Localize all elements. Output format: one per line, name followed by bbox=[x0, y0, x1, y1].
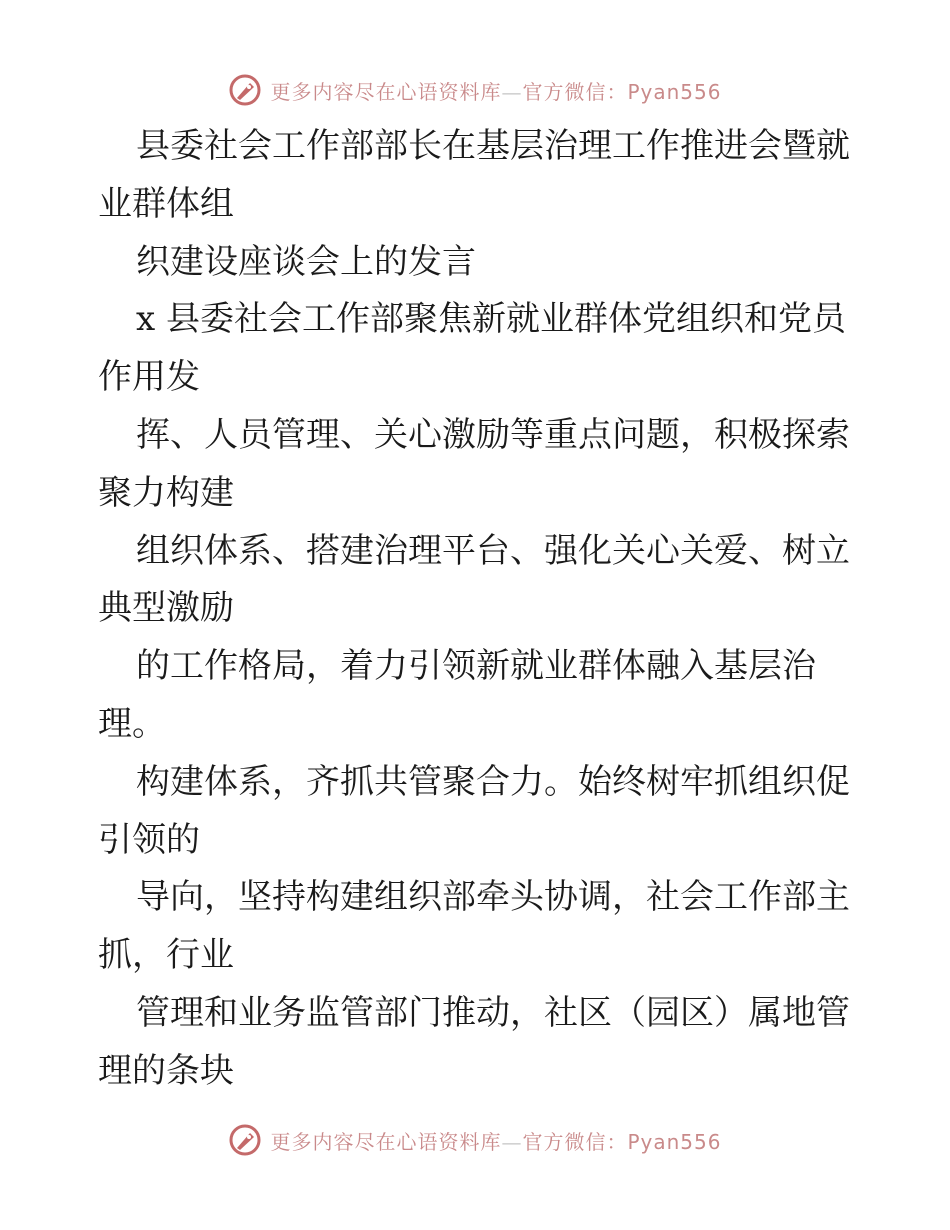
text-line: 构建体系，齐抓共管聚合力。始终树牢抓组织促 bbox=[136, 761, 850, 802]
banner-separator: — bbox=[501, 79, 523, 104]
text-line: 理。 bbox=[98, 703, 166, 744]
banner-wechat-text: 官方微信：Pyan556 bbox=[522, 1129, 722, 1154]
pen-nib-logo-icon bbox=[228, 1123, 262, 1157]
banner-separator: — bbox=[501, 1129, 523, 1154]
text-line: 挥、人员管理、关心激励等重点问题，积极探索 bbox=[136, 414, 850, 455]
document-body bbox=[98, 118, 858, 1101]
text-line: 管理和业务监管部门推动，社区（园区）属地管 bbox=[136, 992, 850, 1033]
banner-wechat-text: 官方微信：Pyan556 bbox=[522, 79, 722, 104]
banner-text bbox=[270, 1126, 721, 1155]
banner-text bbox=[270, 76, 721, 105]
text-line: 组织体系、搭建治理平台、强化关心关爱、树立 bbox=[136, 530, 850, 571]
header-banner bbox=[0, 70, 950, 110]
footer-banner bbox=[0, 1120, 950, 1160]
text-line: 引领的 bbox=[98, 819, 200, 860]
text-line: 理的条块 bbox=[98, 1050, 234, 1091]
text-line: 县委社会工作部部长在基层治理工作推进会暨就 bbox=[136, 126, 850, 166]
text-line: 业群体组 bbox=[98, 183, 234, 224]
banner-main-text: 更多内容尽在心语资料库 bbox=[270, 1129, 502, 1154]
text-line: 的工作格局，着力引领新就业群体融入基层治 bbox=[136, 646, 816, 687]
text-line: 抓，行业 bbox=[98, 935, 234, 976]
text-line: 织建设座谈会上的发言 bbox=[136, 241, 476, 282]
banner-main-text: 更多内容尽在心语资料库 bbox=[270, 79, 502, 104]
text-line: x 县委社会工作部聚焦新就业群体党组织和党员 bbox=[136, 299, 846, 340]
text-line: 作用发 bbox=[98, 357, 200, 398]
pen-nib-logo-icon bbox=[228, 73, 262, 107]
text-line: 聚力构建 bbox=[98, 472, 234, 513]
text-line: 典型激励 bbox=[98, 588, 234, 629]
text-line: 导向，坚持构建组织部牵头协调，社会工作部主 bbox=[136, 877, 850, 918]
